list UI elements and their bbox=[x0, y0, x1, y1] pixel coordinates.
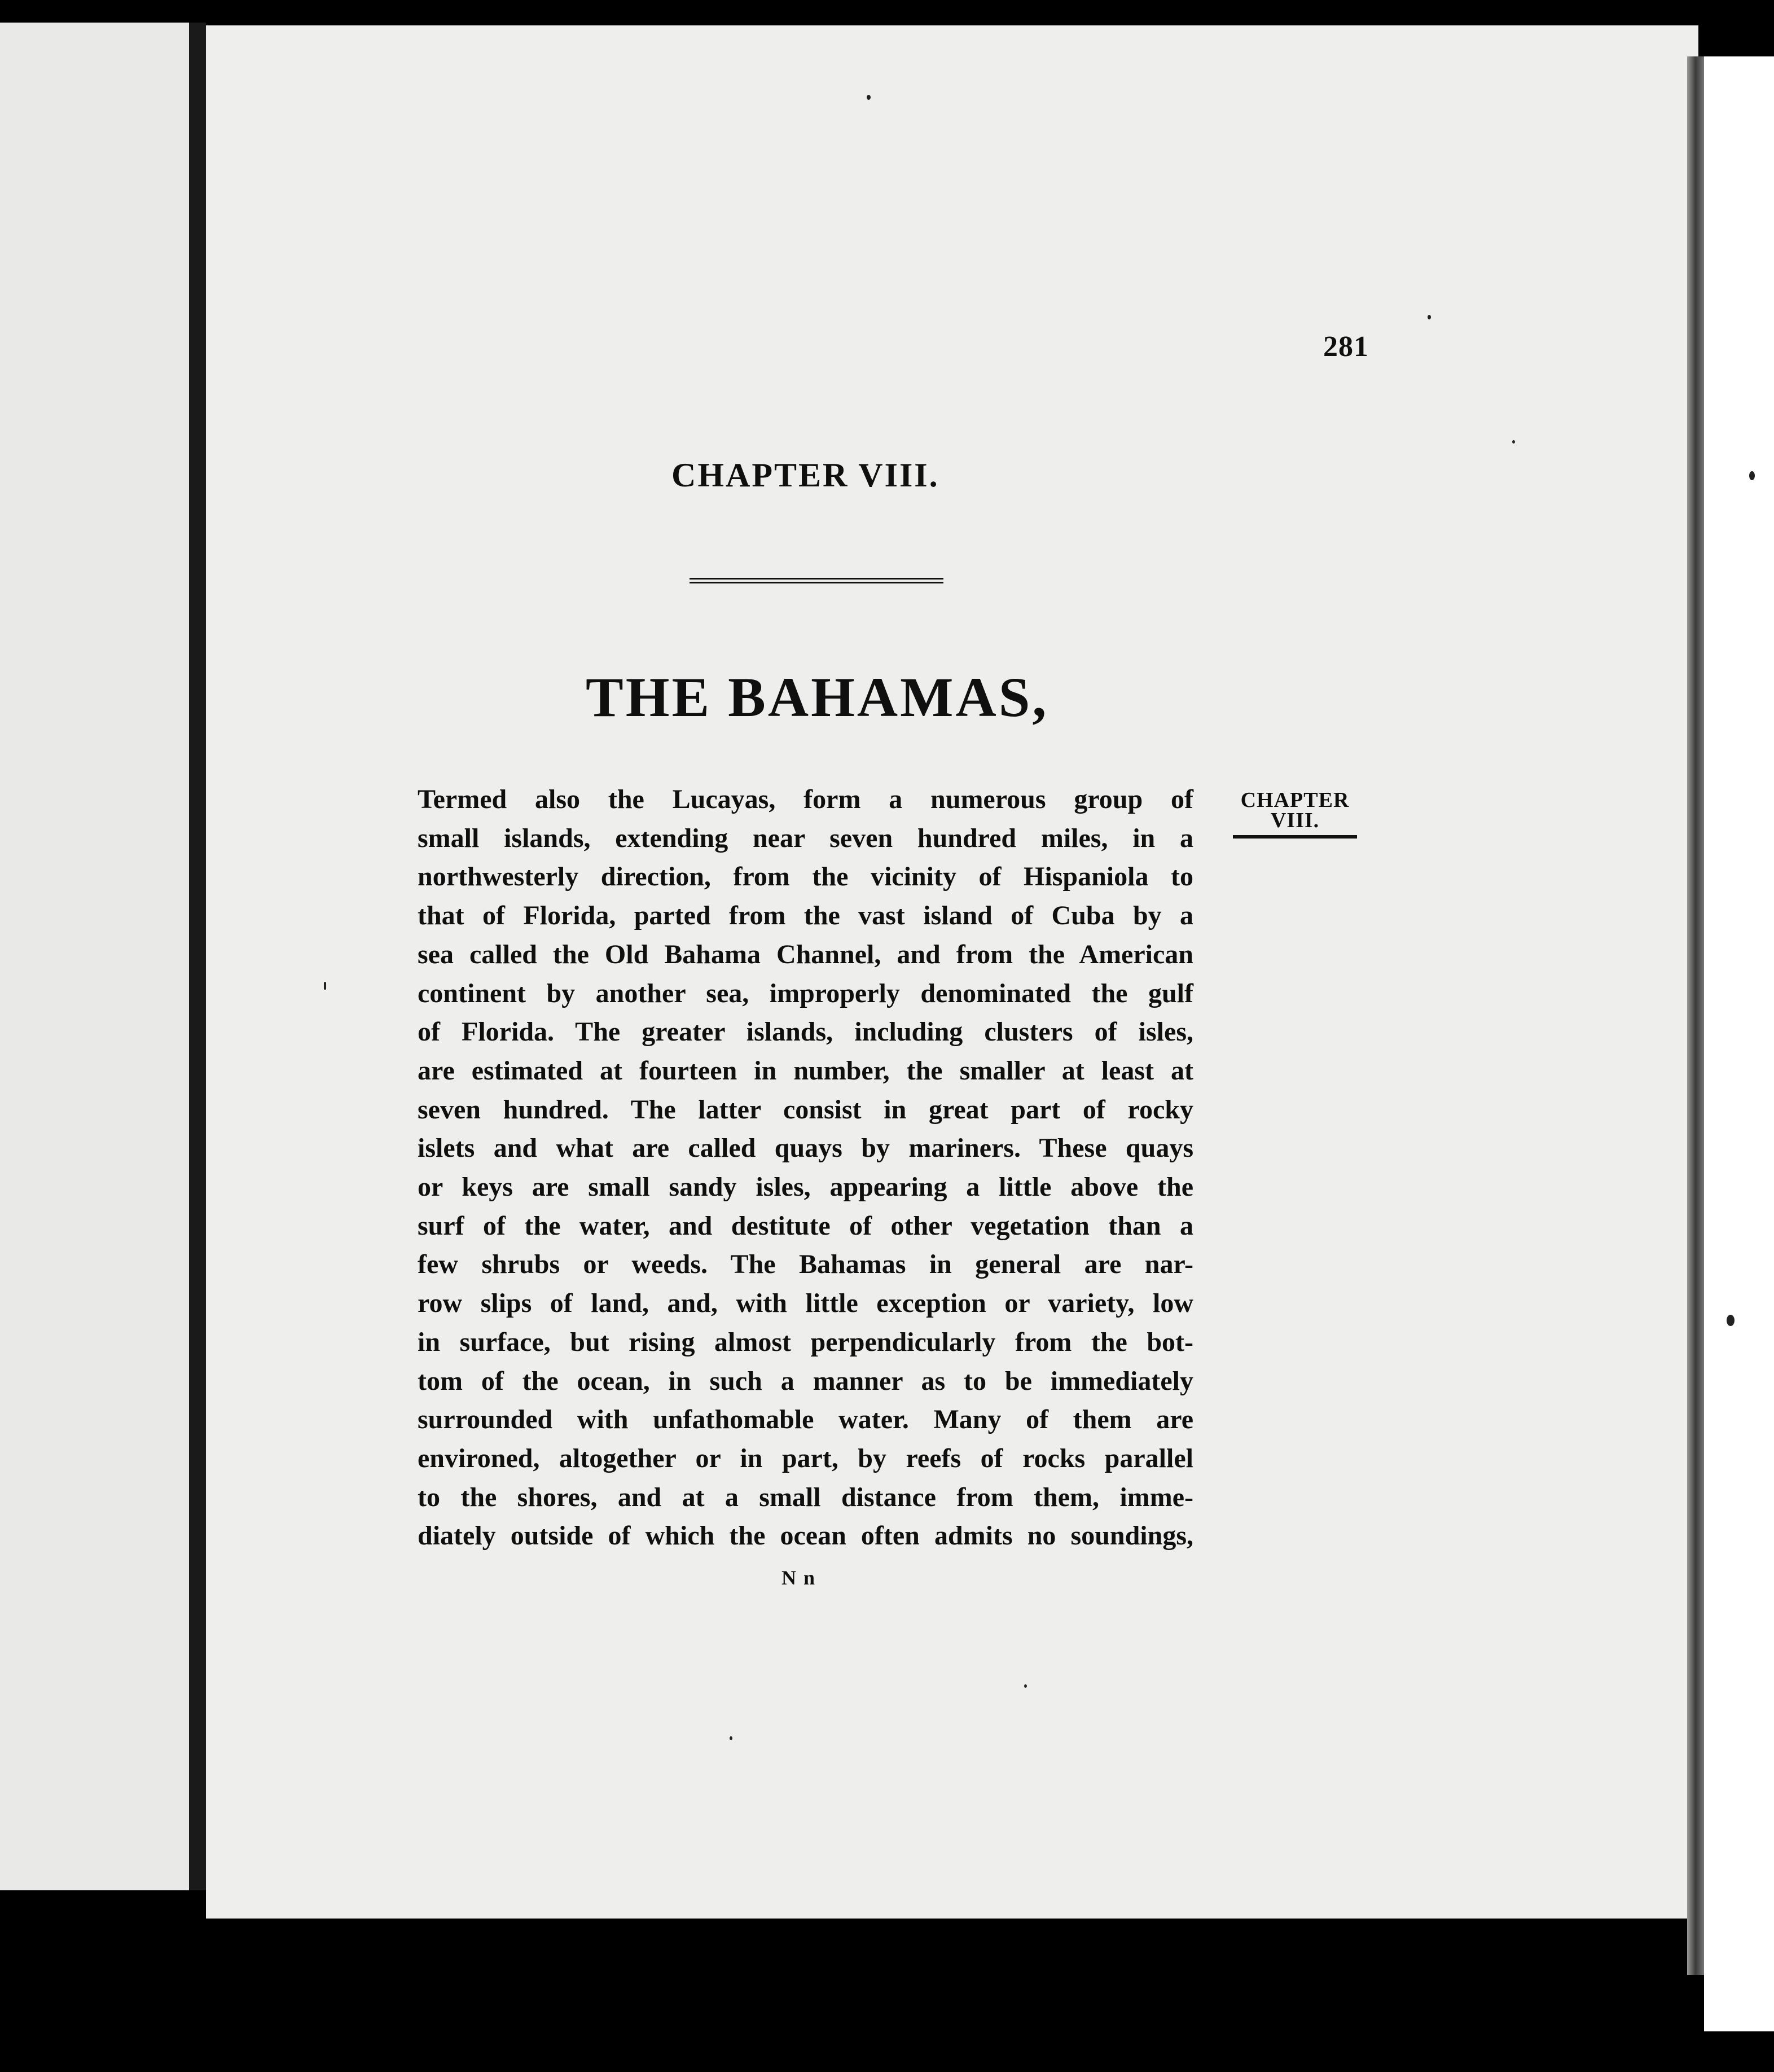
body-line: sea called the Old Bahama Channel, and from the American bbox=[418, 939, 1193, 969]
body-line: northwesterly direction, from the vicinity of Hispaniola to bbox=[418, 862, 1193, 892]
body-line: continent by another sea, improperly denominated the gulf bbox=[418, 978, 1193, 1008]
chapter-heading: CHAPTER VIII. bbox=[671, 456, 939, 494]
margin-note-chapter bbox=[1233, 790, 1357, 839]
margin-note-line: VIII. bbox=[1270, 809, 1320, 832]
page-edge-shadow bbox=[1687, 56, 1704, 1975]
dust-speck bbox=[1749, 471, 1755, 480]
dust-speck bbox=[1512, 440, 1515, 444]
section-title: THE BAHAMAS, bbox=[586, 666, 1049, 728]
body-paragraph bbox=[418, 780, 1193, 1556]
signature-mark: N n bbox=[781, 1566, 816, 1589]
body-line: diately outside of which the ocean often admits no soundings, bbox=[418, 1521, 1193, 1551]
dust-speck bbox=[1727, 1315, 1735, 1326]
heading-divider-rule bbox=[690, 578, 943, 583]
body-line: of Florida. The greater islands, including clusters of isles, bbox=[418, 1017, 1193, 1047]
margin-note-rule bbox=[1233, 835, 1357, 839]
body-line: or keys are small sandy isles, appearing a little above the bbox=[418, 1172, 1193, 1202]
body-line: are estimated at fourteen in number, the smaller at least at bbox=[418, 1055, 1193, 1086]
body-line: row slips of land, and, with little exception or variety, low bbox=[418, 1288, 1193, 1319]
body-line: small islands, extending near seven hundred miles, in a bbox=[418, 823, 1193, 853]
body-line: tom of the ocean, in such a manner as to be immediately bbox=[418, 1366, 1193, 1396]
margin-note-line: CHAPTER bbox=[1240, 788, 1350, 812]
body-line: seven hundred. The latter consist in great part of rocky bbox=[418, 1094, 1193, 1125]
body-line: surf of the water, and destitute of other vegetation than a bbox=[418, 1210, 1193, 1241]
dust-speck bbox=[867, 95, 871, 100]
body-line: to the shores, and at a small distance from them, imme- bbox=[418, 1482, 1193, 1512]
body-line: in surface, but rising almost perpendicularly from the bot- bbox=[418, 1327, 1193, 1357]
dust-speck bbox=[1024, 1684, 1027, 1688]
body-line: that of Florida, parted from the vast island of Cuba by a bbox=[418, 901, 1193, 931]
dust-speck bbox=[1428, 315, 1431, 319]
dust-speck bbox=[730, 1736, 732, 1740]
dust-speck bbox=[324, 982, 326, 990]
scan-margin bbox=[1704, 56, 1774, 2031]
facing-page-sliver bbox=[0, 23, 189, 1890]
book-gutter bbox=[189, 23, 206, 1890]
body-line: islets and what are called quays by mariners. These quays bbox=[418, 1133, 1193, 1164]
body-line: surrounded with unfathomable water. Many of them are bbox=[418, 1404, 1193, 1435]
body-line: environed, altogether or in part, by reefs of rocks parallel bbox=[418, 1443, 1193, 1473]
body-line: Termed also the Lucayas, form a numerous group of bbox=[418, 784, 1193, 814]
body-line: few shrubs or weeds. The Bahamas in general are nar- bbox=[418, 1249, 1193, 1280]
page-number: 281 bbox=[1323, 331, 1369, 363]
